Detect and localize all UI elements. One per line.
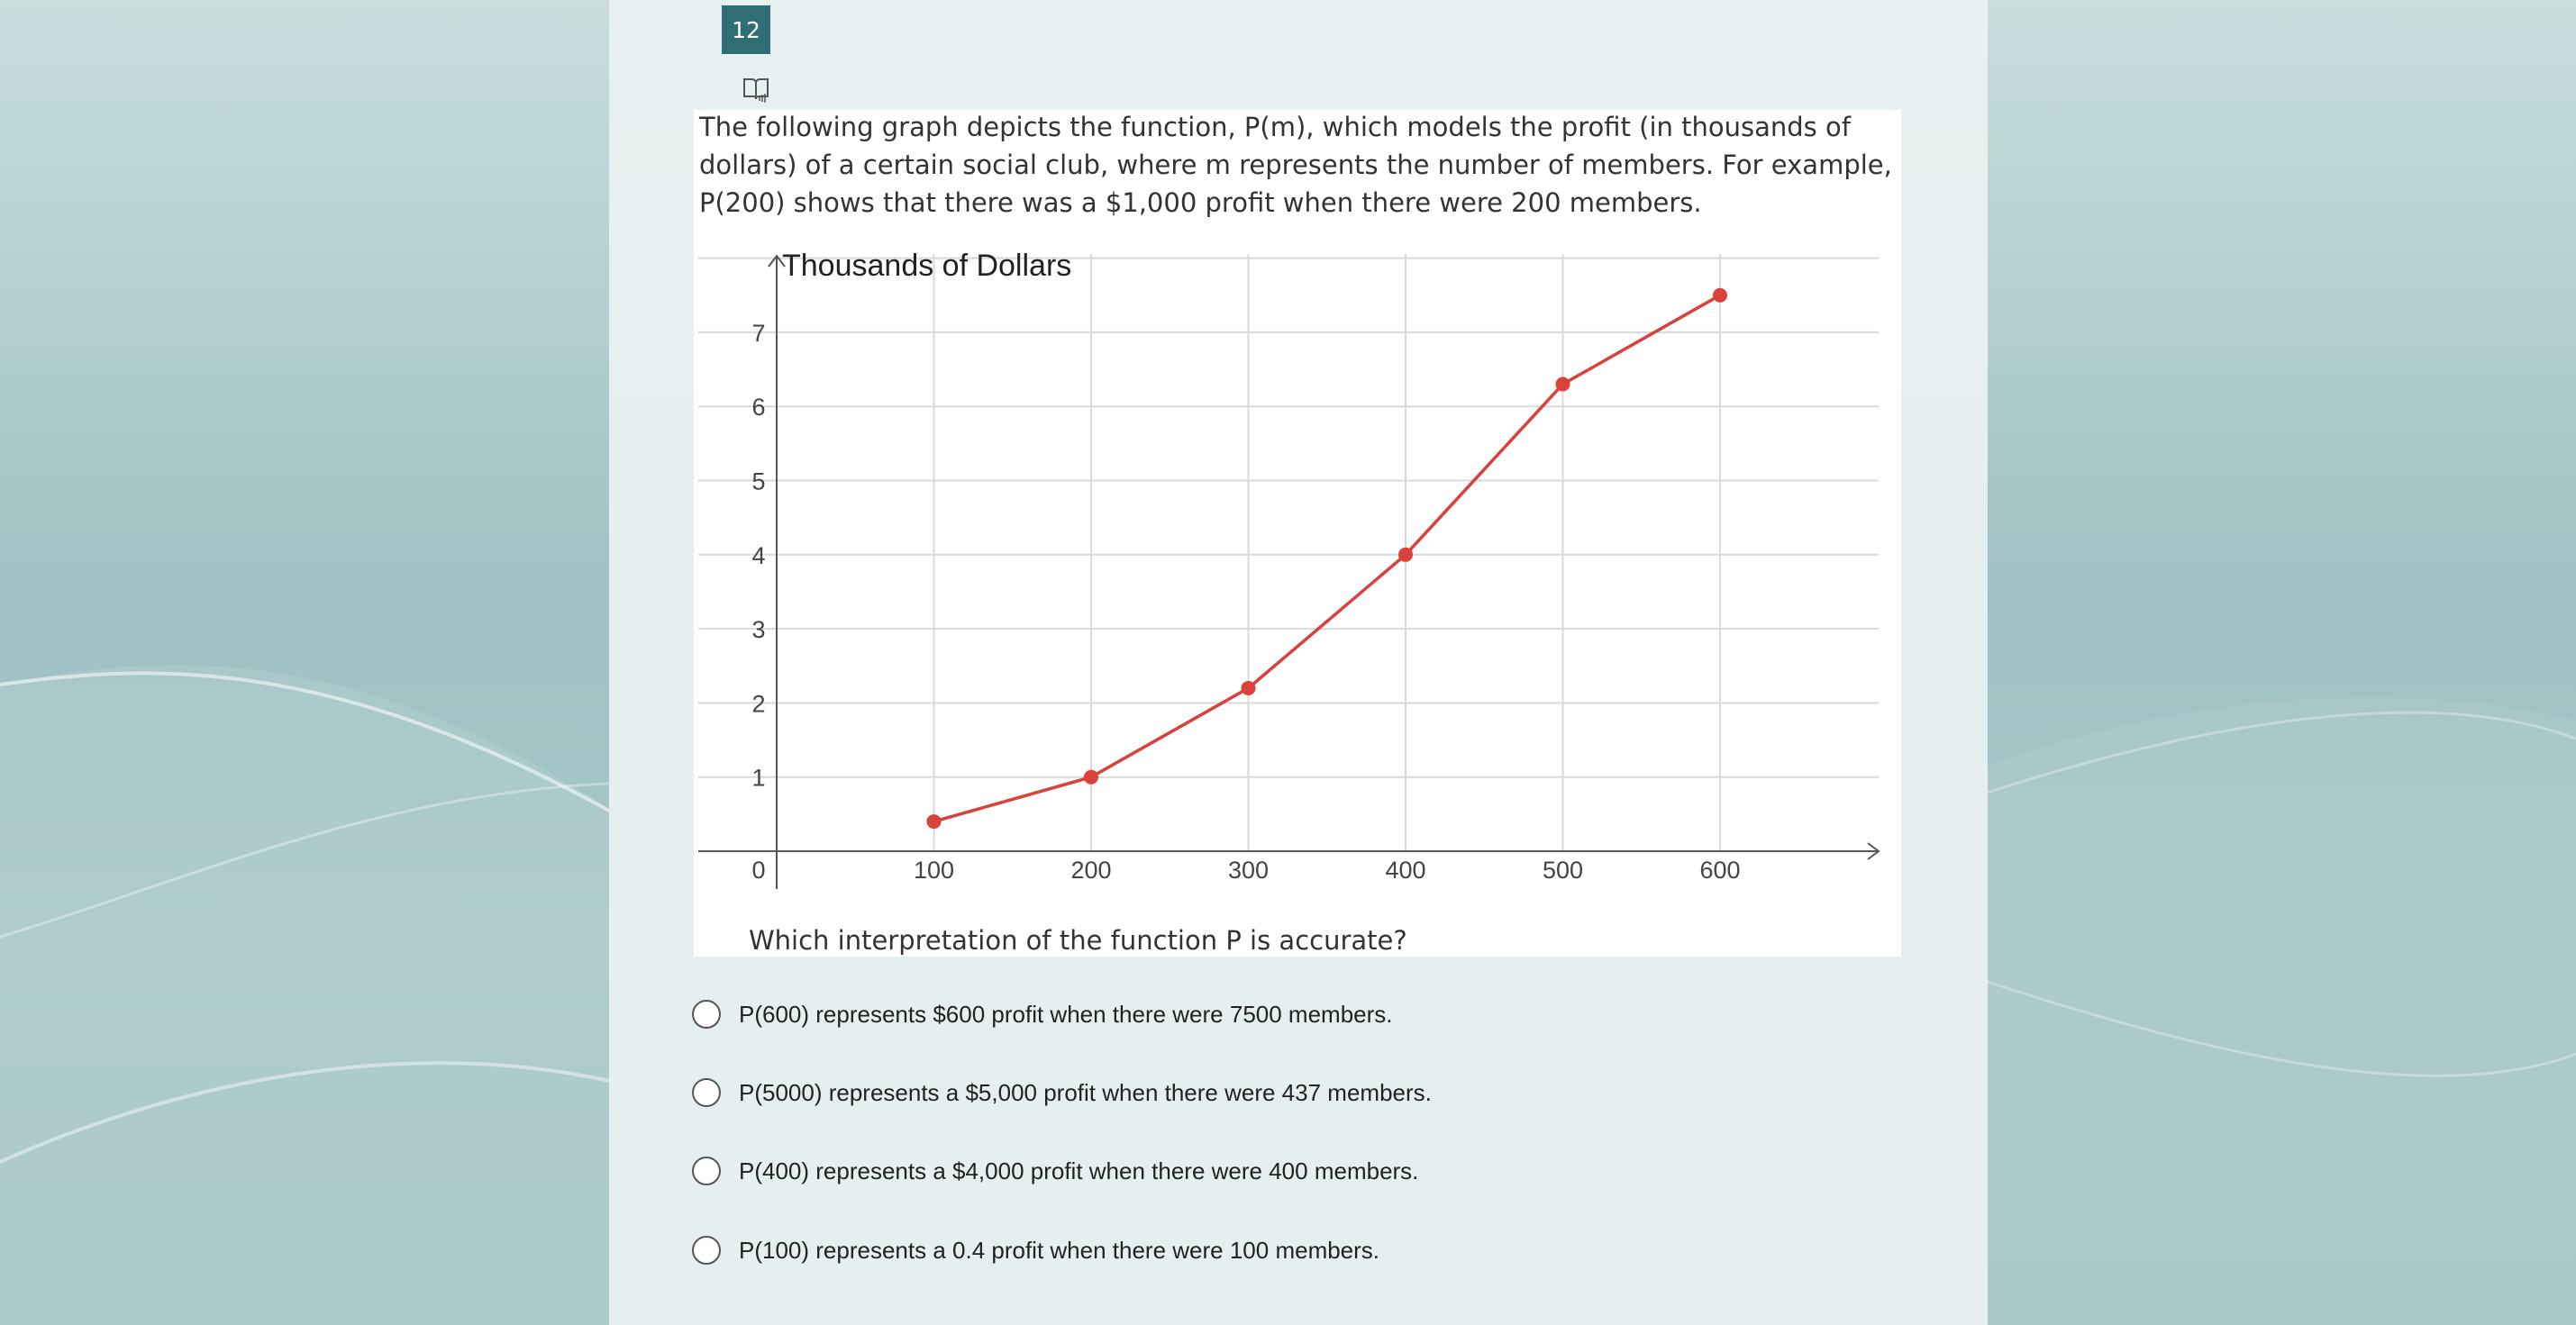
x-tick-label: 200 (1070, 857, 1112, 884)
x-tick-label: 300 (1227, 857, 1270, 884)
question-prompt: Which interpretation of the function P is accurate? (749, 925, 1407, 956)
choice-label: P(400) represents a $4,000 profit when there were 400 members. (739, 1157, 1419, 1184)
x-tick-label: 100 (913, 857, 955, 884)
radio-button[interactable] (692, 1157, 721, 1185)
data-point (1398, 548, 1413, 562)
y-tick-label: 2 (751, 690, 766, 718)
y-axis-label: Thousands of Dollars (782, 249, 1072, 283)
data-point (927, 814, 942, 829)
choice-label: P(600) represents $600 profit when there were 7500 members. (739, 1000, 1393, 1028)
x-tick-label: 400 (1385, 857, 1426, 884)
data-point (1713, 288, 1727, 303)
profit-chart (694, 243, 1901, 910)
choice-label: P(100) represents a 0.4 profit when there were 100 members. (739, 1236, 1380, 1264)
series-line (934, 295, 1721, 821)
radio-button[interactable] (692, 1236, 721, 1265)
data-point (1556, 377, 1570, 392)
radio-button[interactable] (692, 1078, 721, 1107)
x-tick-label: 600 (1699, 857, 1741, 884)
y-tick-label: 7 (751, 319, 766, 347)
answer-choice-b[interactable] (692, 1078, 1432, 1107)
y-tick-label: 4 (751, 541, 766, 569)
y-tick-label: 5 (751, 467, 766, 495)
y-tick-label: 6 (751, 394, 766, 422)
data-point (1242, 681, 1256, 695)
y-tick-label: 1 (751, 764, 766, 792)
radio-button[interactable] (692, 1000, 721, 1029)
y-tick-label: 3 (751, 616, 766, 644)
choice-label: P(5000) represents a $5,000 profit when there were 437 members. (739, 1078, 1432, 1106)
answer-choice-d[interactable] (692, 1236, 1379, 1265)
answer-choice-a[interactable] (692, 1000, 1393, 1029)
x-tick-label: 500 (1542, 857, 1584, 884)
read-aloud-icon[interactable] (742, 76, 770, 104)
data-point (1084, 770, 1098, 785)
x-tick-label: 0 (751, 857, 766, 884)
answer-choice-c[interactable] (692, 1157, 1418, 1185)
question-number-badge: 12 (722, 5, 770, 54)
question-stem: The following graph depicts the function, P(m), which models the profit (in thousands of dollars) of a certain social club, where m represents the number of members. For example, P(200) shows that there was a $1,000 profit when there were 200 members. (699, 112, 1892, 218)
